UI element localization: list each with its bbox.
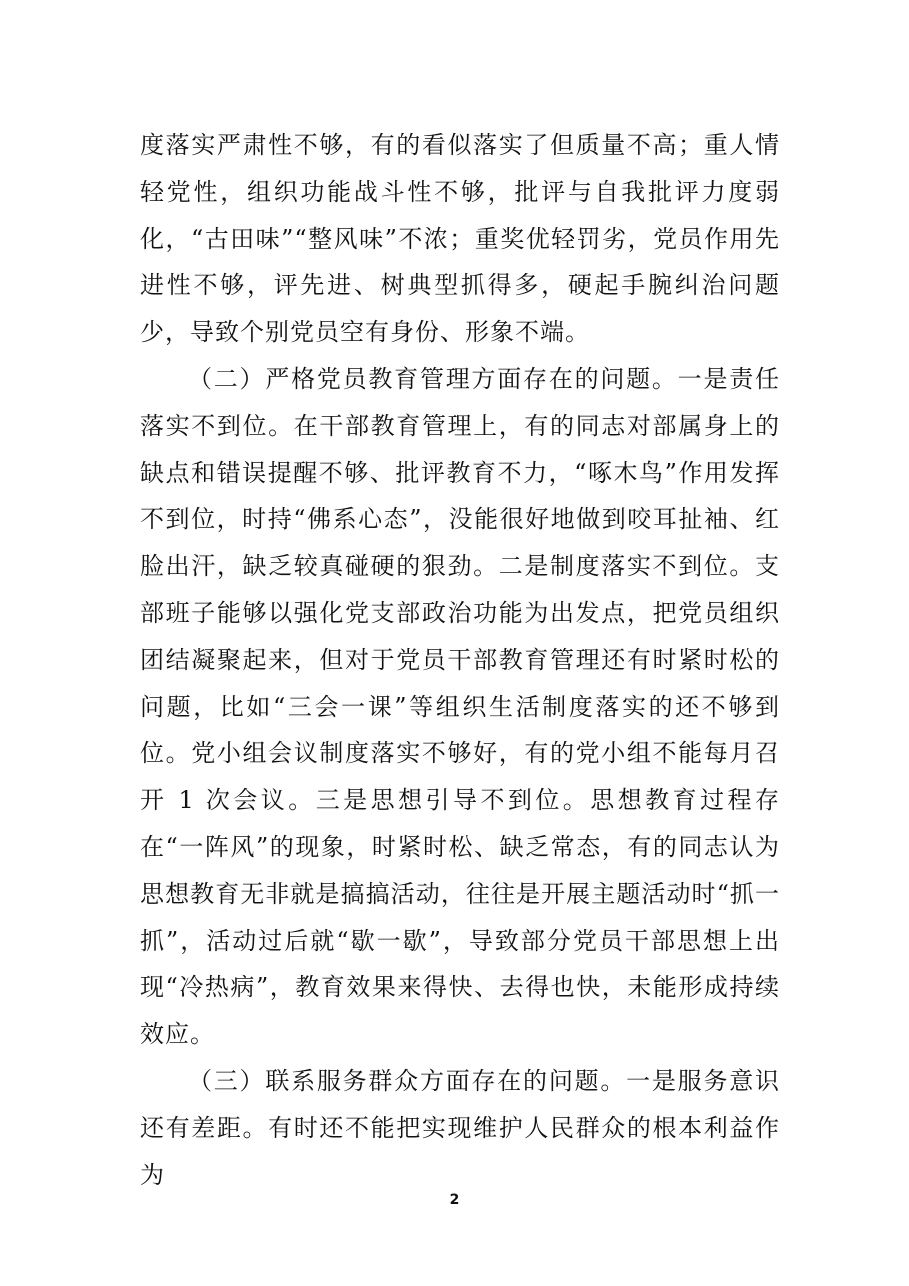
paragraph-continuation: 度落实严肃性不够，有的看似落实了但质量不高；重人情轻党性，组织功能战斗性不够，批评与自我批评力度弱化，“古田味”“整风味”不浓；重奖优轻罚劣，党员作用先进性不够，评先进、树典型抓得多，硬起手腕纠治问题少，导致个别党员空有身份、形象不端。 [140, 131, 780, 347]
document-body [140, 122, 780, 1198]
paragraph-section-three: （三）联系服务群众方面存在的问题。一是服务意识还有差距。有时还不能把实现维护人民群众的根本利益作为 [140, 1066, 780, 1189]
paragraph-section-two: （二）严格党员教育管理方面存在的问题。一是责任落实不到位。在干部教育管理上，有的同志对部属身上的缺点和错误提醒不够、批评教育不力，“啄木鸟”作用发挥不到位，时持“佛系心态”，没能很好地做到咬耳扯袖、红脸出汗，缺乏较真碰硬的狠劲。二是制度落实不到位。支部班子能够以强化党支部政治功能为出发点，把党员组织团结凝聚起来，但对于党员干部教育管理还有时紧时松的问题，比如“三会一课”等组织生活制度落实的还不够到位。党小组会议制度落实不够好，有的党小组不能每月召开 1 次会议。三是思想引导不到位。思想教育过程存在“一阵风”的现象，时紧时松、缺乏常态，有的同志认为思想教育无非就是搞搞活动，往往是开展主题活动时“抓一抓”，活动过后就“歇一歇”，导致部分党员干部思想上出现“冷热病”，教育效果来得快、去得也快，未能形成持续效应。 [140, 364, 780, 1049]
page-number: 2 [449, 1192, 460, 1208]
